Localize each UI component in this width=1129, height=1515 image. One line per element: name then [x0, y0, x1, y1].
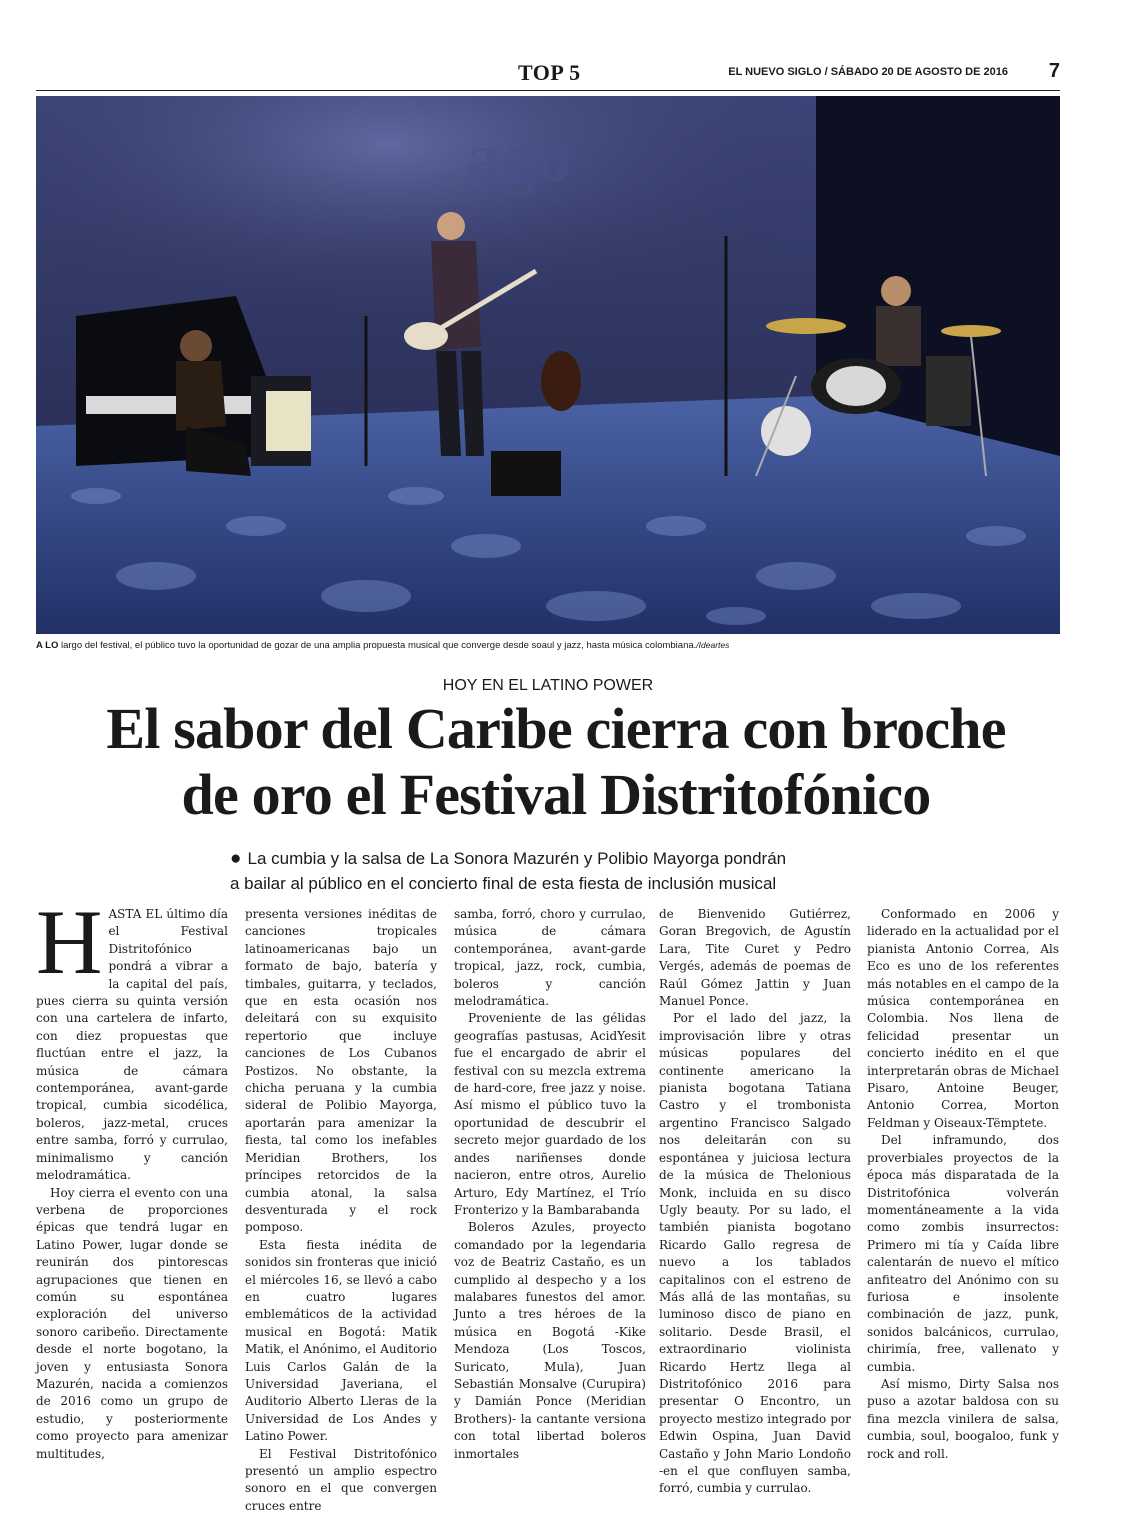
paragraph: Boleros Azules, proyecto comandado por la legendaria voz de Beatriz Castaño, es un cumplido al despecho y a los malabares funestos del amor. Junto a tres héroes de la música en Bogotá -Kike Mendoza (Los Toscos, Suricato, Mula), Juan Sebastián Monsalve (Curupira) y Damián Ponce (Meridian Brothers)- la cantante versiona con total libertad boleros inmortales — [454, 1220, 646, 1461]
paragraph: Conformado en 2006 y liderado en la actualidad por el pianista Antonio Correa, Als Eco es uno de los referentes más notables en el campo de la música contemporánea en Colombia. Nos llena de felicidad presentar un concierto inédito en el que interpretarán obras de Michael Pisaro, Antoine Beuger, Antonio Correa, Morton Feldman y Oiseaux-Tëmptete. — [867, 907, 1059, 1130]
article-column-2 — [245, 906, 437, 1515]
masthead-date: EL NUEVO SIGLO / SÁBADO 20 DE AGOSTO DE 2016 — [728, 66, 1008, 78]
paragraph: presenta versiones inéditas de canciones tropicales latinoamericanas bajo un formato de bajo, batería y timbales, guitarra, y teclados, que en esta ocasión nos deleitará con su exquisito repertorio que incluye canciones de Los Cubanos Postizos. No obstante, la chicha peruana y la cumbia sideral de Polibio Mayorga, aportarán para amenizar la fiesta, tal como los inefables Meridian Brothers, los príncipes retorcidos de la cumbia atonal, la salsa desventurada y el rock pomposo. — [245, 907, 437, 1235]
article-column-5 — [867, 906, 1059, 1463]
subhead-line-2: a bailar al público en el concierto final de esta fiesta de inclusión musical — [230, 874, 777, 893]
page-header — [36, 60, 1060, 91]
article-column-1 — [36, 891, 228, 1463]
paragraph: de Bienvenido Gutiérrez, Goran Bregovich, de Agustín Lara, Tite Curet y Pedro Vergés, además de poemas de Raúl Gómez Jattin y Juan Manuel Ponce. — [659, 907, 851, 1009]
drop-cap: H — [36, 891, 103, 993]
paragraph: ASTA EL último día el Festival Distritofónico pondrá a vibrar a la capital del país, pues cierra su quinta versión con una cartelera de infarto, con diez propuestas que fluctúan entre el jazz, la música de cámara contemporánea, avant-garde tropical, cumbia sicodélica, boleros, jazz-metal, cruces entre samba, forró y currulao, minimalismo y canción melodramática. — [36, 907, 228, 1183]
page-number: 7 — [1048, 60, 1060, 82]
bullet-icon: ● — [230, 848, 242, 869]
section-label: TOP 5 — [518, 60, 581, 85]
article-kicker: HOY EN EL LATINO POWER — [442, 677, 654, 694]
paragraph: Hoy cierra el evento con una verbena de proporciones épicas que tendrá lugar en Latino Power, lugar donde se reunirán dos pintorescas agrupaciones que tienen en común su espontánea exploración del universo sonoro caribeño. Directamente desde el norte bogotano, la joven y entusiasta Sonora Mazurén, nacida a comienzos de 2016 como un grupo de estudio, y posteriormente como proyecto para amenizar multitudes, — [36, 1185, 228, 1461]
headline-line-1: El sabor del Caribe cierra con broche — [106, 696, 1006, 761]
paragraph: Esta fiesta inédita de sonidos sin fronteras que inició el miércoles 16, se llevó a cabo en cuatro lugares emblemáticos de la actividad musical en Bogotá: Matik Matik, el Anónimo, el Auditorio Luis Carlos Galán de la Universidad Javeriana, el Auditorio Alberto Lleras de la Universidad de Los Andes y Latino Power. — [245, 1237, 437, 1444]
article-column-4 — [659, 906, 851, 1498]
article-subhead — [230, 846, 870, 896]
caption-lead: A LO — [36, 640, 59, 651]
paragraph: Proveniente de las gélidas geografías pastusas, AcidYesit fue el encargado de abrir el festival con su mezcla extrema de hard-core, free jazz y noise. Así mismo el público tuvo la oportunidad de descubrir el secreto mejor guardado de los andes nariñenses donde nacieron, entre otros, Aurelio Arturo, Edy Martínez, el Trío Fronterizo y la Bambarabanda — [454, 1011, 646, 1217]
caption-text: largo del festival, el público tuvo la oportunidad de gozar de una amplia propuesta musical que converge desde soaul y jazz, hasta música colombiana. — [58, 640, 697, 651]
paragraph: Por el lado del jazz, la improvisación libre y otras músicas populares del continente americano la pianista bogotana Tatiana Castro y el trombonista argentino Francisco Salgado nos deleitarán con su espontánea y juiciosa lectura de la música de Thelonious Monk, incluida en su disco Ugly beauty. Por su lado, el también pianista bogotano Ricardo Gallo regresa de nuevo a los tablados capitalinos con el estreno de Más allá de las montañas, su luminoso disco de piano en solitario. Desde Brasil, el extraordinario violinista Ricardo Hertz llega al Distritofónico 2016 para presentar O Encontro, un proyecto mestizo integrado por Edwin Ospina, Juan David Castaño y John Mario Londoño -en el que confluyen samba, forró, cumbia y currulao. — [659, 1011, 851, 1496]
paragraph: El Festival Distritofónico presentó un amplio espectro sonoro en el que convergen cruces entre — [245, 1446, 437, 1513]
subhead-line-1: La cumbia y la salsa de La Sonora Mazurén y Polibio Mayorga pondrán — [247, 849, 787, 868]
photo-credit: /Ideartes — [696, 640, 730, 650]
concert-photo — [36, 96, 1060, 634]
concert-illustration — [36, 96, 1060, 634]
paragraph: Del inframundo, dos proverbiales proyectos de la época más disparatada de la Distritofónica volverán momentáneamente a la vida como zombis insurrectos: Primero mi tía y Caída libre calentarán de nuevo el mítico anfiteatro del Anónimo con su furiosa e insolente combinación de jazz, punk, sonidos balcánicos, currulao, chirimía, free, vallenato y cumbia. — [867, 1133, 1059, 1374]
photo-caption — [36, 640, 1066, 651]
article-column-3 — [454, 906, 646, 1463]
paragraph: Así mismo, Dirty Salsa nos puso a azotar baldosa con su fina mezcla vinilera de salsa, cumbia, soul, boogaloo, funk y rock and roll. — [867, 1376, 1059, 1461]
svg-text:ago: ago — [466, 120, 571, 197]
article-headline — [36, 696, 1076, 828]
headline-line-2: de oro el Festival Distritofónico — [181, 762, 931, 827]
paragraph: samba, forró, choro y currulao, música de cámara contemporánea, avant-garde tropical, jazz, rock, cumbia, boleros y canción melodramática. — [454, 907, 646, 1009]
